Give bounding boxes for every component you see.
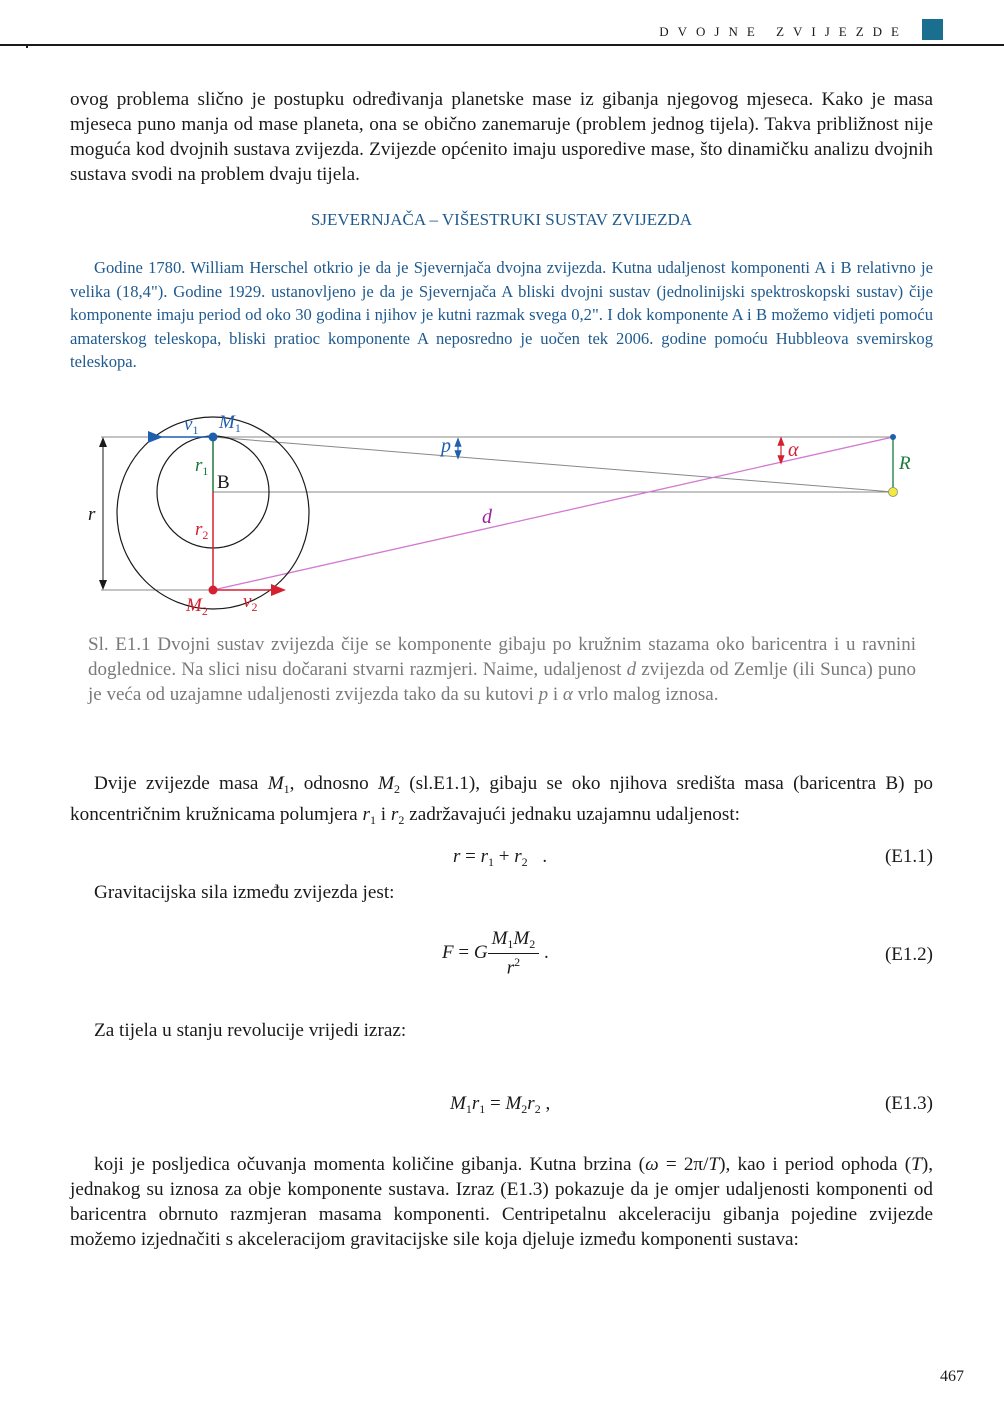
star-m2 [209,586,218,595]
label-v1: $v_1$ [184,414,199,437]
running-head: DVOJNE ZVIJEZDE [659,24,908,39]
label-alpha: α [788,439,799,461]
header-accent-square [922,19,943,40]
equation-number-e1-2: (E1.2) [884,944,933,965]
star-m1 [209,433,218,442]
body-paragraph-2: koji je posljedica očuvanja momenta količine gibanja. Kutna brzina (ω = 2π/T), kao i period ophoda (T), jednakog su iznosa za obje komponente sustava. Izraz (E1.3) pokazuje da je omjer udaljenosti komponenti od baricentra obrnuto razmjeran masama komponenti. Centripetalnu akceleraciju gibanja pojedine zvijezde možemo izjednačiti s akceleracijom gravitacijske sile koja djeluje između komponenti sustava: [70,1154,933,1250]
label-v2: $v_2$ [243,591,258,614]
revolution-intro: Za tijela u stanju revolucije vrijedi izraz: [94,1020,407,1041]
body-paragraph-1: Dvije zvijezde masa $M_1$, odnosno $M_2$ (sl.E1.1), gibaju se oko njihova središta masa (baricentra B) po koncentričnim kružnicama polumjera $r_1$ i $r_2$ zadržavajući jednaku uzajamnu udaljenost: [70,773,934,827]
label-r1: $r_1$ [195,455,209,478]
gravity-intro: Gravitacijska sila između zvijezda jest: [94,882,395,903]
page-number: 467 [940,1368,964,1385]
label-m2: $M_2$ [186,595,208,618]
binary-star-figure [0,395,1004,630]
box-title: SJEVERNJAČA – VIŠESTRUKI SUSTAV ZVIJEZDA [310,210,693,229]
label-R: R [899,453,911,474]
equation-e1-1: $r = r_1 + r_2$ . [453,846,548,869]
distant-star-yellow [889,488,898,497]
figure-caption: Sl. E1.1 Dvojni sustav zvijezda čije se komponente gibaju po kružnim stazama oko baricentra i u ravnini doglednice. Na slici nisu dočarani stvarni razmjeri. Naime, udaljenost d zvijezda od Zemlje (ili Sunca) puno je veća od uzajamne udaljenosti zvijezda tako da su kutovi p i α vrlo malog iznosa. [88,634,916,705]
equation-number-e1-3: (E1.3) [884,1093,933,1114]
equation-e1-2: F = G $\frac{M_1M_2}{r^2}$ . [442,928,549,979]
label-r: r [88,504,96,525]
gravity-fraction: $\frac{M_1M_2}{r^2}$ [488,928,540,979]
label-barycenter: B [217,472,230,493]
box-text: Godine 1780. William Herschel otkrio je da je Sjevernjača dvojna zvijezda. Kutna udaljenost komponenti A i B relativno je velika (18,4"). Godine 1929. ustanovljeno je da je Sjevernjača A bliski dvojni sustav (jednolinijski spektroskopski sustav) čije komponente imaju period od oko 30 godina i njihov je kutni razmak svega 0,2". I dok komponente A i B možemo vidjeti pomoću amaterskog teleskopa, bliski pratioc komponente A neposredno je uočen tek 2006. godine pomoću Hubbleova svemirskog teleskopa. [70,258,933,371]
header-rule-tick [26,44,28,48]
distant-star-blue [890,434,896,440]
label-d: d [482,506,492,528]
label-m1: $M_1$ [219,412,241,435]
label-r2: $r_2$ [195,519,209,542]
intro-paragraph: ovog problema slično je postupku određivanja planetske mase iz gibanja njegovog mjeseca. Kako je masa mjeseca puno manja od mase planeta, ona se obično zanemaruje (problem jednog tijela). Takva približnost nije moguća kod dvojnih sustava zvijezda. Zvijezde općenito imaju usporedive mase, što dinamičku analizu dvojnih sustava svodi na problem dvaju tijela. [70,89,933,185]
equation-number-e1-1: (E1.1) [884,846,933,867]
header-rule [0,44,1004,46]
label-p: p [441,435,451,457]
equation-e1-3: $M_1r_1 = M_2r_2$ , [450,1093,551,1116]
